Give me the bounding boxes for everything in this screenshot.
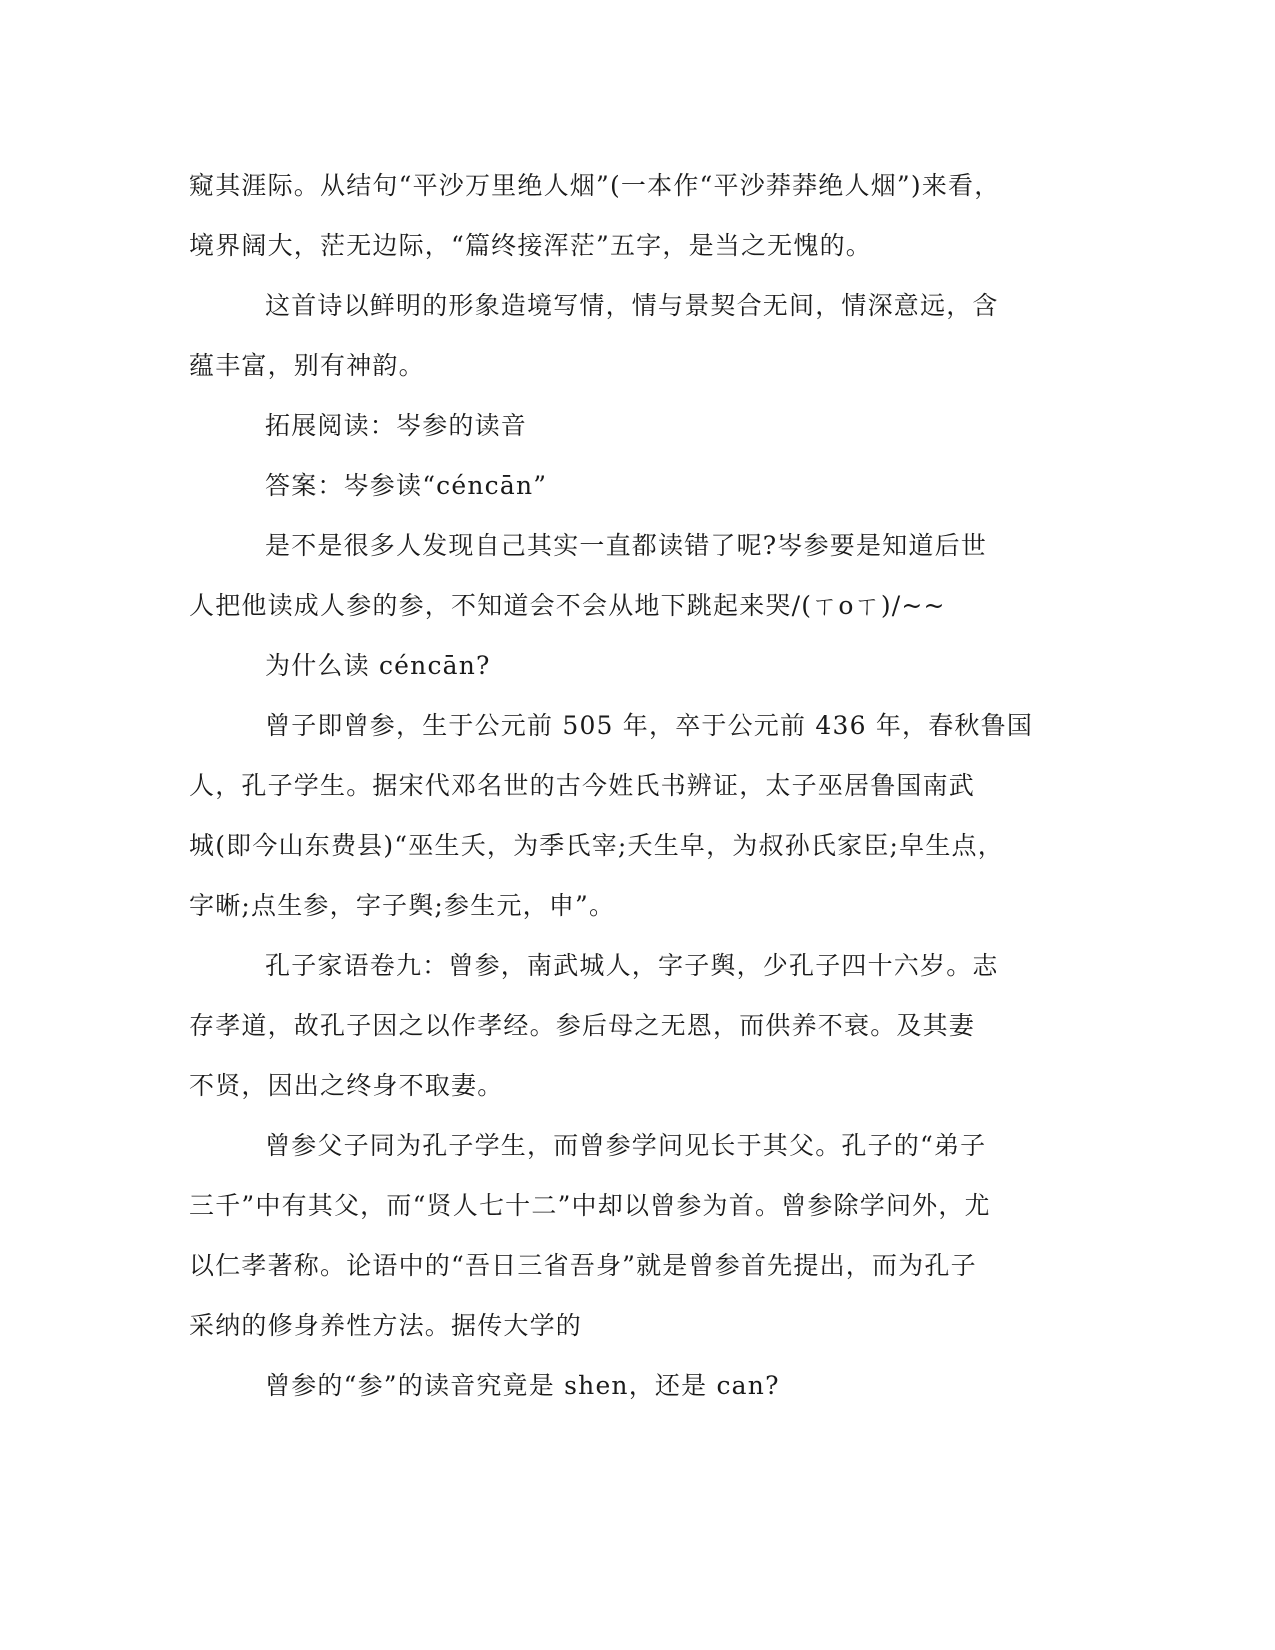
answer-line: 答案：岑参读“céncān” xyxy=(265,471,548,500)
paragraph-start-line: 曾参父子同为孔子学生，而曾参学问见长于其父。孔子的“弟子 xyxy=(265,1131,987,1160)
paragraph-start-line: 是不是很多人发现自己其实一直都读错了呢?岑参要是知道后世 xyxy=(265,531,988,560)
text-line: 采纳的修身养性方法。据传大学的 xyxy=(189,1311,583,1340)
paragraph-start-line: 孔子家语卷九：曾参，南武城人，字子舆，少孔子四十六岁。志 xyxy=(265,951,999,980)
question-line: 曾参的“参”的读音究竟是 shen，还是 can? xyxy=(265,1371,780,1400)
text-line: 人，孔子学生。据宋代邓名世的古今姓氏书辨证，太子巫居鲁国南武 xyxy=(189,771,976,800)
text-line: 蕴丰富，别有神韵。 xyxy=(189,351,425,380)
text-line: 字晰;点生参，字子舆;参生元，申”。 xyxy=(189,891,616,920)
text-line: 境界阔大，茫无边际，“篇终接浑茫”五字，是当之无愧的。 xyxy=(189,231,872,260)
question-line: 为什么读 céncān? xyxy=(265,651,491,680)
text-line: 存孝道，故孔子因之以作孝经。参后母之无恩，而供养不衰。及其妻 xyxy=(189,1011,976,1040)
text-line: 三千”中有其父，而“贤人七十二”中却以曾参为首。曾参除学问外，尤 xyxy=(189,1191,991,1220)
text-line: 以仁孝著称。论语中的“吾日三省吾身”就是曾参首先提出，而为孔子 xyxy=(189,1251,977,1280)
paragraph-start-line: 曾子即曾参，生于公元前 505 年，卒于公元前 436 年，春秋鲁国 xyxy=(265,711,1034,740)
section-heading: 拓展阅读：岑参的读音 xyxy=(265,411,528,440)
text-line: 窥其涯际。从结句“平沙万里绝人烟”(一本作“平沙莽莽绝人烟”)来看， xyxy=(189,171,1001,200)
paragraph-start-line: 这首诗以鲜明的形象造境写情，情与景契合无间，情深意远，含 xyxy=(265,291,999,320)
text-line: 不贤，因出之终身不取妻。 xyxy=(189,1071,504,1100)
text-line: 城(即今山东费县)“巫生夭，为季氏宰;夭生皁，为叔孙氏家臣;皁生点， xyxy=(189,831,1004,860)
text-line: 人把他读成人参的参，不知道会不会从地下跳起来哭/(ㄒoㄒ)/~~ xyxy=(189,591,946,620)
